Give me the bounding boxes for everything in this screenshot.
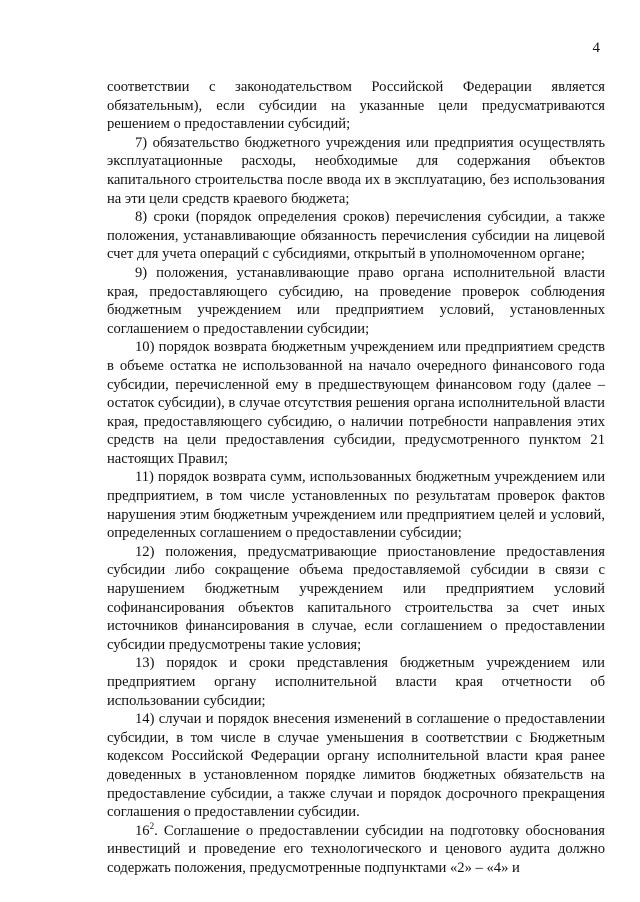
paragraph-item-9: 9) положения, устанавливающие право органа исполнительной власти края, предоставляющего субсидию, на проведение проверок соблюдения бюджетным учреждением или предприятием условий, установленных соглашением о предоставлении субсидии; — [107, 264, 605, 337]
clause-text: . Соглашение о предоставлении субсидии на подготовку обоснования инвестиций и проведение его технологического и ценового аудита должно содержать положения, предусмотренные подпунктами «2» – «4» и — [107, 822, 605, 876]
clause-superscript: 2 — [149, 820, 155, 831]
document-body — [107, 78, 605, 878]
paragraph-item-7: 7) обязательство бюджетного учреждения или предприятия осуществлять эксплуатационные расходы, необходимые для содержания объектов капитального строительства после ввода их в эксплуатацию, без использования на эти цели средств краевого бюджета; — [107, 134, 605, 207]
paragraph-continuation: соответствии с законодательством Российской Федерации является обязательным), если субсидии на указанные цели предусматриваются решением о предоставлении субсидий; — [107, 79, 605, 133]
paragraph-item-14: 14) случаи и порядок внесения изменений в соглашение о предоставлении субсидии, в том числе в случае уменьшения в соответствии с Бюджетным кодексом Российской Федерации органу исполнительной власти края ранее доведенных в установленном порядке лимитов бюджетных обязательств на предоставление субсидии, а также случаи и порядок досрочного прекращения соглашения о предоставлении субсидии. — [107, 711, 605, 821]
page-number: 4 — [592, 40, 600, 56]
paragraph-item-11: 11) порядок возврата сумм, использованных бюджетным учреждением или предприятием, в том числе установленных по результатам проверок фактов нарушения этим бюджетным учреждением или предприятием целей и условий, определенных соглашением о предоставлении субсидии; — [107, 469, 605, 542]
paragraph-item-8: 8) сроки (порядок определения сроков) перечисления субсидии, а также положения, устанавливающие обязанность перечисления субсидии на лицевой счет для учета операций с субсидиями, открытый в уполномоченном органе; — [107, 209, 605, 263]
paragraph-item-10: 10) порядок возврата бюджетным учреждением или предприятием средств в объеме остатка не использованной на начало очередного финансового года субсидии, перечисленной ему в предшествующем финансовом году (далее – остаток субсидии), в случае отсутствия решения органа исполнительной власти края, предоставляющего субсидию, о наличии потребности направления этих средств на цели предоставления субсидии, предусмотренного пунктом 21 настоящих Правил; — [107, 339, 605, 467]
paragraph-clause-16-2 — [107, 822, 605, 878]
paragraph-item-12: 12) положения, предусматривающие приостановление предоставления субсидии либо сокращение объема предоставляемой субсидии в связи с нарушением бюджетным учреждением или предприятием условий софинансирования объектов капитального строительства за счет иных источников финансирования в случае, если соглашением о предоставлении субсидии предусмотрены такие условия; — [107, 543, 605, 653]
paragraph-item-13: 13) порядок и сроки представления бюджетным учреждением или предприятием органу исполнительной власти края отчетности об использовании субсидии; — [107, 655, 605, 709]
clause-number: 16 — [135, 822, 150, 839]
